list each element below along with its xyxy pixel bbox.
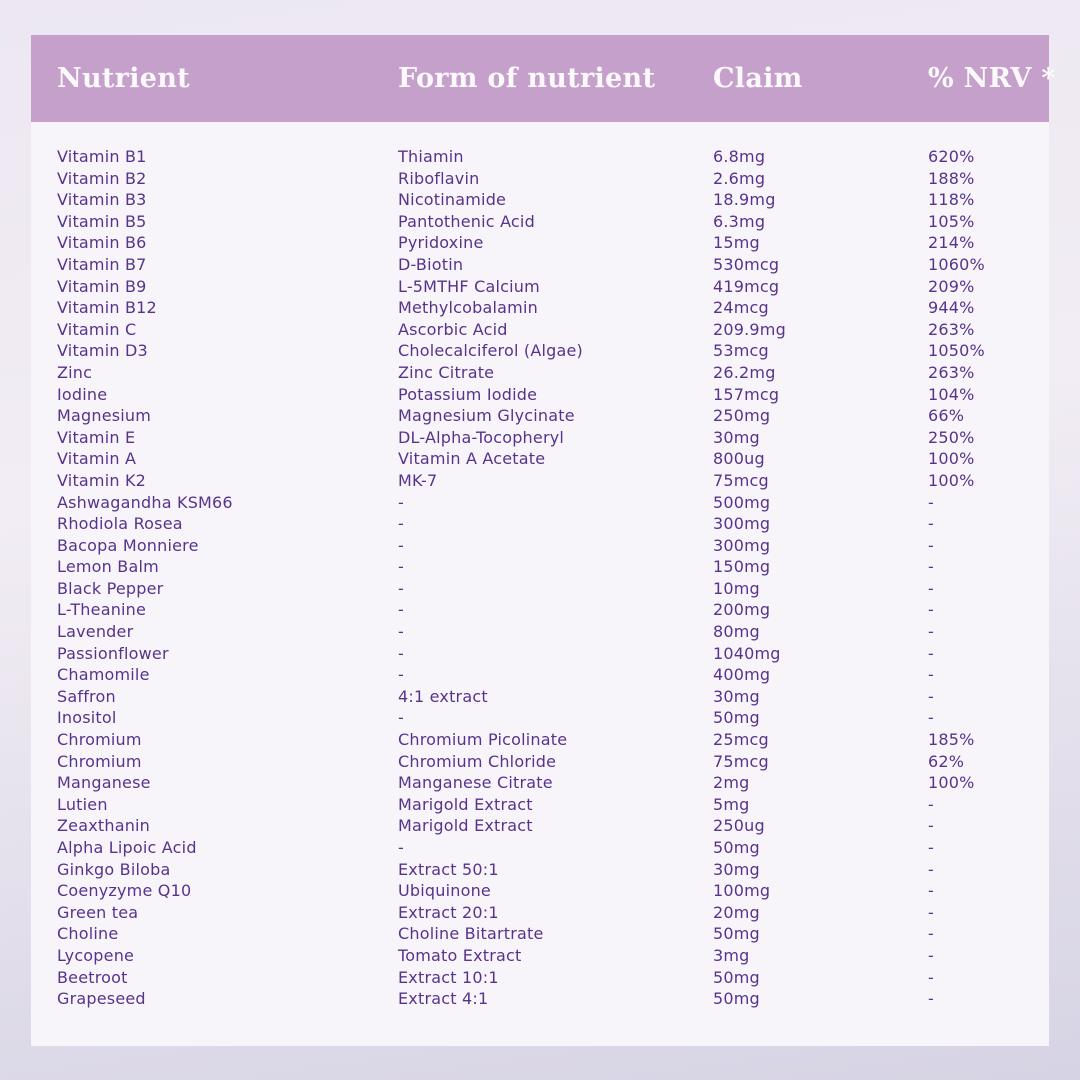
cell-claim: 15mg: [713, 233, 760, 253]
cell-form: Thiamin: [398, 147, 464, 166]
cell-nutrient: Vitamin K2: [57, 470, 147, 490]
cell-nutrient: Ashwagandha KSM66: [57, 492, 233, 512]
cell-nrv: 100%: [928, 449, 975, 469]
cell-claim: 50mg: [713, 989, 760, 1009]
cell-nrv: -: [928, 838, 934, 857]
cell-nrv: 263%: [928, 362, 975, 382]
table-row: [57, 859, 1049, 881]
cell-nutrient: Iodine: [57, 384, 108, 404]
cell-form: L-5MTHF Calcium: [398, 276, 540, 296]
cell-claim: 2mg: [713, 773, 750, 793]
cell-form: Tomato Extract: [398, 945, 522, 965]
cell-form: -: [398, 600, 404, 620]
cell-form: Marigold Extract: [398, 816, 533, 836]
cell-nrv: 62%: [928, 751, 965, 771]
table-row: [57, 772, 1049, 794]
table-row: [57, 599, 1049, 621]
cell-claim: 250ug: [713, 816, 765, 836]
cell-nutrient: Vitamin D3: [57, 341, 148, 361]
cell-nrv: 944%: [928, 298, 975, 318]
cell-claim: 250mg: [713, 406, 771, 426]
table-row: [57, 492, 1049, 514]
cell-nrv: 118%: [928, 190, 975, 210]
cell-nrv: -: [928, 665, 934, 685]
cell-nrv: -: [928, 686, 934, 706]
table-row: [57, 686, 1049, 708]
cell-nrv: -: [928, 557, 934, 577]
cell-form: Chromium Picolinate: [398, 730, 568, 750]
table-row: [57, 189, 1049, 211]
cell-form: Marigold Extract: [398, 794, 533, 814]
cell-nrv: -: [928, 967, 934, 987]
cell-claim: 50mg: [713, 708, 760, 728]
cell-form: Ascorbic Acid: [398, 319, 508, 339]
cell-claim: 530mcg: [713, 254, 780, 274]
header-form-of-nutrient: Form of nutrient: [398, 63, 656, 94]
cell-form: Zinc Citrate: [398, 362, 495, 382]
table-row: [57, 211, 1049, 233]
cell-claim: 50mg: [713, 838, 760, 857]
cell-nrv: -: [928, 492, 934, 512]
header-claim: Claim: [713, 63, 803, 94]
cell-claim: 75mcg: [713, 470, 769, 490]
cell-nutrient: Saffron: [57, 686, 116, 706]
cell-claim: 50mg: [713, 967, 760, 987]
cell-nrv: 214%: [928, 233, 975, 253]
cell-nutrient: Vitamin B1: [57, 147, 147, 166]
cell-nutrient: Coenyzyme Q10: [57, 881, 192, 901]
table-row: [57, 902, 1049, 924]
table-row: [57, 794, 1049, 816]
cell-nutrient: Zeaxthanin: [57, 816, 151, 836]
table-row: [57, 815, 1049, 837]
cell-nutrient: Choline: [57, 924, 119, 944]
cell-nutrient: Vitamin B5: [57, 211, 147, 231]
cell-claim: 300mg: [713, 514, 771, 534]
cell-nutrient: Passionflower: [57, 643, 169, 663]
cell-nutrient: Vitamin C: [57, 319, 137, 339]
cell-nutrient: Chromium: [57, 751, 142, 771]
cell-claim: 24mcg: [713, 298, 769, 318]
cell-nrv: -: [928, 514, 934, 534]
cell-form: Cholecalciferol (Algae): [398, 341, 583, 361]
cell-form: 4:1 extract: [398, 686, 488, 706]
cell-nutrient: Vitamin B12: [57, 298, 157, 318]
cell-form: Pantothenic Acid: [398, 211, 535, 231]
cell-nutrient: Lutien: [57, 794, 108, 814]
cell-claim: 25mcg: [713, 730, 769, 750]
cell-form: Pyridoxine: [398, 233, 484, 253]
cell-claim: 200mg: [713, 600, 771, 620]
table-row: [57, 643, 1049, 665]
cell-claim: 1040mg: [713, 643, 781, 663]
cell-claim: 150mg: [713, 557, 771, 577]
cell-nrv: 1050%: [928, 341, 985, 361]
cell-nrv: -: [928, 622, 934, 642]
cell-nutrient: Ginkgo Biloba: [57, 859, 171, 879]
cell-nrv: -: [928, 578, 934, 598]
cell-form: DL-Alpha-Tocopheryl: [398, 427, 565, 447]
cell-nrv: -: [928, 535, 934, 555]
cell-claim: 80mg: [713, 622, 760, 642]
cell-claim: 500mg: [713, 492, 771, 512]
cell-nrv: -: [928, 816, 934, 836]
cell-claim: 30mg: [713, 686, 760, 706]
cell-nutrient: Chromium: [57, 730, 142, 750]
cell-claim: 800ug: [713, 449, 765, 469]
cell-nrv: 100%: [928, 470, 975, 490]
cell-claim: 30mg: [713, 859, 760, 879]
table-row: [57, 448, 1049, 470]
cell-claim: 6.3mg: [713, 211, 766, 231]
cell-claim: 75mcg: [713, 751, 769, 771]
cell-form: Magnesium Glycinate: [398, 406, 575, 426]
cell-nutrient: Vitamin B3: [57, 190, 147, 210]
cell-nutrient: Chamomile: [57, 665, 150, 685]
cell-form: -: [398, 535, 404, 555]
cell-claim: 3mg: [713, 945, 750, 965]
cell-form: Methylcobalamin: [398, 298, 538, 318]
table-body: [31, 122, 1049, 1010]
cell-nutrient: Alpha Lipoic Acid: [57, 838, 197, 857]
cell-nrv: 620%: [928, 147, 975, 166]
cell-nrv: -: [928, 859, 934, 879]
cell-nrv: -: [928, 989, 934, 1009]
cell-nutrient: Zinc: [57, 362, 93, 382]
table-row: [57, 751, 1049, 773]
cell-form: -: [398, 643, 404, 663]
cell-nrv: -: [928, 708, 934, 728]
cell-nutrient: Rhodiola Rosea: [57, 514, 183, 534]
cell-form: -: [398, 514, 404, 534]
cell-form: MK-7: [398, 470, 438, 490]
cell-nutrient: Vitamin B9: [57, 276, 147, 296]
table-row: [57, 923, 1049, 945]
table-header: [31, 35, 1056, 122]
table-row: [57, 945, 1049, 967]
table-row: [57, 146, 1049, 168]
cell-claim: 300mg: [713, 535, 771, 555]
cell-claim: 6.8mg: [713, 147, 766, 166]
table-row: [57, 535, 1049, 557]
cell-claim: 157mcg: [713, 384, 780, 404]
cell-claim: 18.9mg: [713, 190, 776, 210]
cell-claim: 30mg: [713, 427, 760, 447]
cell-form: -: [398, 665, 404, 685]
cell-nrv: -: [928, 600, 934, 620]
cell-claim: 5mg: [713, 794, 750, 814]
cell-nrv: 209%: [928, 276, 975, 296]
cell-form: Chromium Chloride: [398, 751, 557, 771]
table-row: [57, 168, 1049, 190]
cell-nutrient: Vitamin B2: [57, 168, 147, 188]
table-row: [57, 988, 1049, 1010]
cell-nrv: 105%: [928, 211, 975, 231]
cell-nutrient: L-Theanine: [57, 600, 147, 620]
cell-nutrient: Manganese: [57, 773, 151, 793]
cell-claim: 10mg: [713, 578, 760, 598]
cell-form: -: [398, 838, 404, 857]
cell-form: Extract 4:1: [398, 989, 489, 1009]
table-row: [57, 837, 1049, 859]
cell-form: -: [398, 622, 404, 642]
table-row: [57, 621, 1049, 643]
cell-nrv: -: [928, 794, 934, 814]
cell-nutrient: Beetroot: [57, 967, 128, 987]
table-row: [57, 578, 1049, 600]
cell-form: -: [398, 557, 404, 577]
cell-claim: 53mcg: [713, 341, 769, 361]
header-nrv: % NRV *: [928, 63, 1056, 94]
cell-nrv: 188%: [928, 168, 975, 188]
cell-form: Potassium Iodide: [398, 384, 538, 404]
cell-nrv: -: [928, 881, 934, 901]
table-row: [57, 276, 1049, 298]
cell-claim: 20mg: [713, 902, 760, 922]
table-row: [57, 232, 1049, 254]
cell-nrv: -: [928, 643, 934, 663]
cell-nrv: -: [928, 945, 934, 965]
cell-nutrient: Inositol: [57, 708, 117, 728]
table-row: [57, 556, 1049, 578]
cell-form: -: [398, 492, 404, 512]
table-row: [57, 470, 1049, 492]
cell-form: -: [398, 578, 404, 598]
cell-form: Ubiquinone: [398, 881, 491, 901]
cell-form: D-Biotin: [398, 254, 464, 274]
cell-nrv: 250%: [928, 427, 975, 447]
cell-form: Extract 20:1: [398, 902, 499, 922]
cell-form: -: [398, 708, 404, 728]
table-row: [57, 384, 1049, 406]
table-row: [57, 297, 1049, 319]
cell-claim: 26.2mg: [713, 362, 776, 382]
cell-nutrient: Lemon Balm: [57, 557, 159, 577]
cell-form: Riboflavin: [398, 168, 480, 188]
cell-nutrient: Magnesium: [57, 406, 152, 426]
table-row: [57, 729, 1049, 751]
cell-nrv: 66%: [928, 406, 965, 426]
cell-claim: 400mg: [713, 665, 771, 685]
cell-nutrient: Grapeseed: [57, 989, 146, 1009]
cell-form: Manganese Citrate: [398, 773, 553, 793]
cell-nrv: -: [928, 924, 934, 944]
cell-nutrient: Lavender: [57, 622, 134, 642]
cell-form: Extract 10:1: [398, 967, 499, 987]
table-row: [57, 664, 1049, 686]
cell-form: Extract 50:1: [398, 859, 499, 879]
cell-form: Vitamin A Acetate: [398, 449, 546, 469]
cell-nutrient: Vitamin B7: [57, 254, 147, 274]
cell-form: Choline Bitartrate: [398, 924, 544, 944]
table-row: [57, 405, 1049, 427]
cell-claim: 209.9mg: [713, 319, 786, 339]
cell-nutrient: Vitamin B6: [57, 233, 147, 253]
cell-nutrient: Bacopa Monniere: [57, 535, 199, 555]
cell-nrv: -: [928, 902, 934, 922]
cell-claim: 2.6mg: [713, 168, 766, 188]
cell-form: Nicotinamide: [398, 190, 507, 210]
nutrition-table-card: [31, 35, 1056, 1046]
cell-nrv: 104%: [928, 384, 975, 404]
table-row: [57, 427, 1049, 449]
table-row: [57, 362, 1049, 384]
cell-nutrient: Black Pepper: [57, 578, 164, 598]
cell-nutrient: Green tea: [57, 902, 139, 922]
table-row: [57, 880, 1049, 902]
cell-nrv: 100%: [928, 773, 975, 793]
table-row: [57, 707, 1049, 729]
table-row: [57, 513, 1049, 535]
cell-claim: 419mcg: [713, 276, 780, 296]
table-row: [57, 967, 1049, 989]
cell-nrv: 263%: [928, 319, 975, 339]
cell-claim: 100mg: [713, 881, 771, 901]
table-row: [57, 340, 1049, 362]
cell-nutrient: Vitamin A: [57, 449, 137, 469]
cell-nrv: 185%: [928, 730, 975, 750]
table-row: [57, 254, 1049, 276]
cell-claim: 50mg: [713, 924, 760, 944]
header-nutrient: Nutrient: [57, 63, 190, 94]
table-row: [57, 319, 1049, 341]
cell-nutrient: Vitamin E: [57, 427, 136, 447]
cell-nutrient: Lycopene: [57, 945, 135, 965]
cell-nrv: 1060%: [928, 254, 985, 274]
